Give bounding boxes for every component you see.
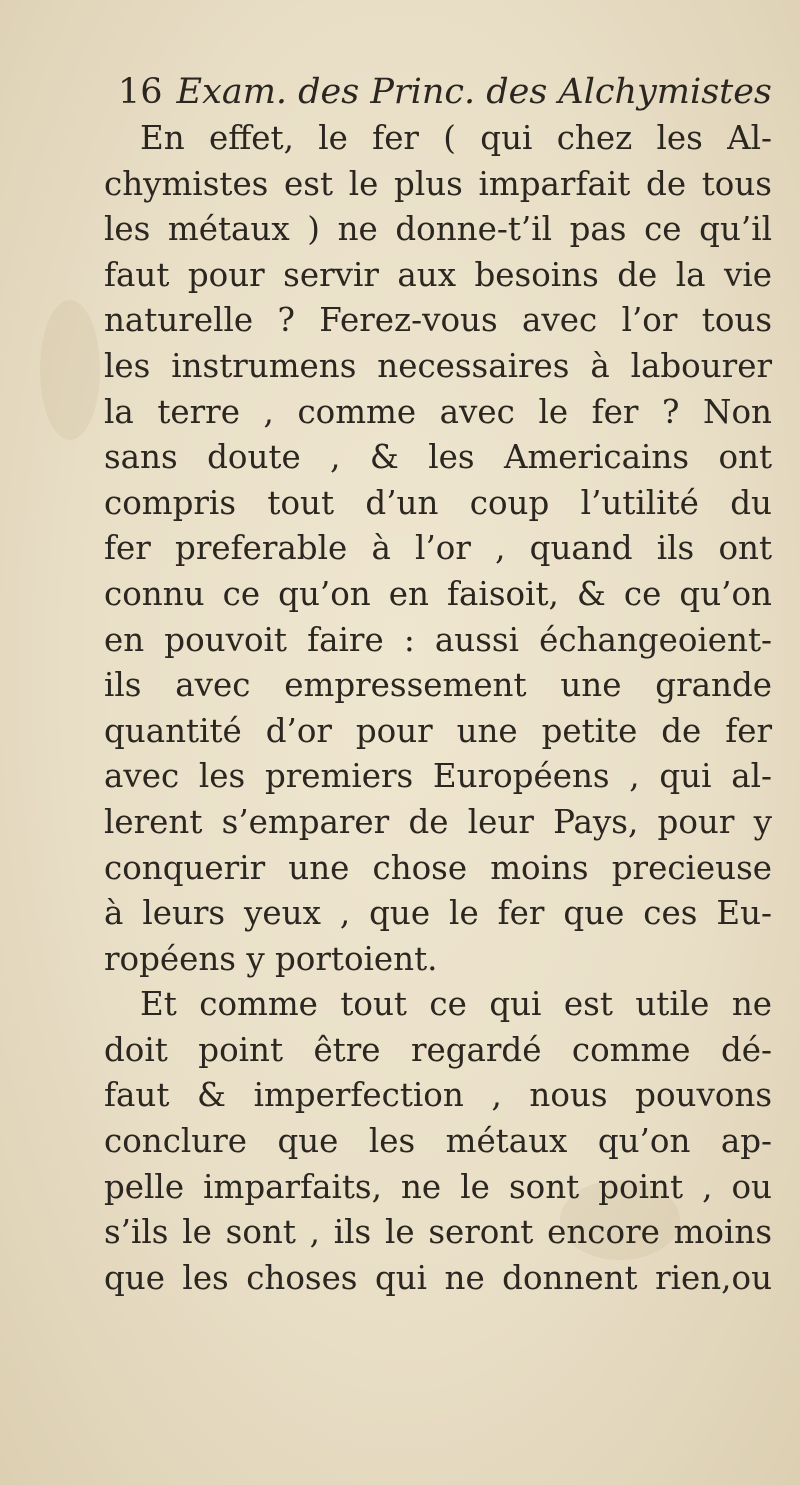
text-line: chymistes est le plus imparfait de tous bbox=[104, 164, 772, 203]
text-line: les instrumens necessaires à labourer bbox=[104, 346, 772, 385]
text-line: s’ils le sont , ils le seront encore moins bbox=[104, 1213, 772, 1252]
text-line: quantité d’or pour une petite de fer bbox=[104, 711, 772, 750]
text-line: ils avec empressement une grande bbox=[104, 666, 772, 705]
body-text bbox=[104, 116, 772, 1356]
text-line: que les choses qui ne donnent rien,ou bbox=[104, 1258, 772, 1297]
text-line: les métaux ) ne donne-t’il pas ce qu’il bbox=[104, 210, 772, 249]
text-line: compris tout d’un coup l’utilité du bbox=[104, 483, 772, 522]
text-line: doit point être regardé comme dé- bbox=[104, 1030, 772, 1069]
page-number: 16 bbox=[118, 72, 163, 112]
text-line: naturelle ? Ferez-vous avec l’or tous bbox=[104, 301, 772, 340]
text-line: à leurs yeux , que le fer que ces Eu- bbox=[104, 894, 772, 933]
text-line: fer preferable à l’or , quand ils ont bbox=[104, 529, 772, 568]
text-line: Et comme tout ce qui est utile ne bbox=[140, 985, 772, 1024]
text-line: conquerir une chose moins precieuse bbox=[104, 848, 772, 887]
text-line: conclure que les métaux qu’on ap- bbox=[104, 1122, 772, 1161]
text-line: faut pour servir aux besoins de la vie bbox=[104, 255, 772, 294]
text-line: avec les premiers Européens , qui al- bbox=[104, 757, 772, 796]
running-head-title: Exam. des Princ. des Alchymistes bbox=[176, 72, 772, 112]
text-line: en pouvoit faire : aussi échangeoient- bbox=[104, 620, 772, 659]
running-head bbox=[118, 66, 778, 118]
text-line: pelle imparfaits, ne le sont point , ou bbox=[104, 1167, 772, 1206]
text-line: lerent s’emparer de leur Pays, pour y bbox=[104, 802, 772, 841]
text-line: sans doute , & les Americains ont bbox=[104, 438, 772, 477]
text-line: la terre , comme avec le fer ? Non bbox=[104, 392, 772, 431]
text-line: ropéens y portoient. bbox=[104, 939, 438, 978]
paper-stain bbox=[40, 300, 100, 440]
text-line: faut & imperfection , nous pouvons bbox=[104, 1076, 772, 1115]
text-line: connu ce qu’on en faisoit, & ce qu’on bbox=[104, 574, 772, 613]
text-line: En effet, le fer ( qui chez les Al- bbox=[140, 119, 772, 157]
